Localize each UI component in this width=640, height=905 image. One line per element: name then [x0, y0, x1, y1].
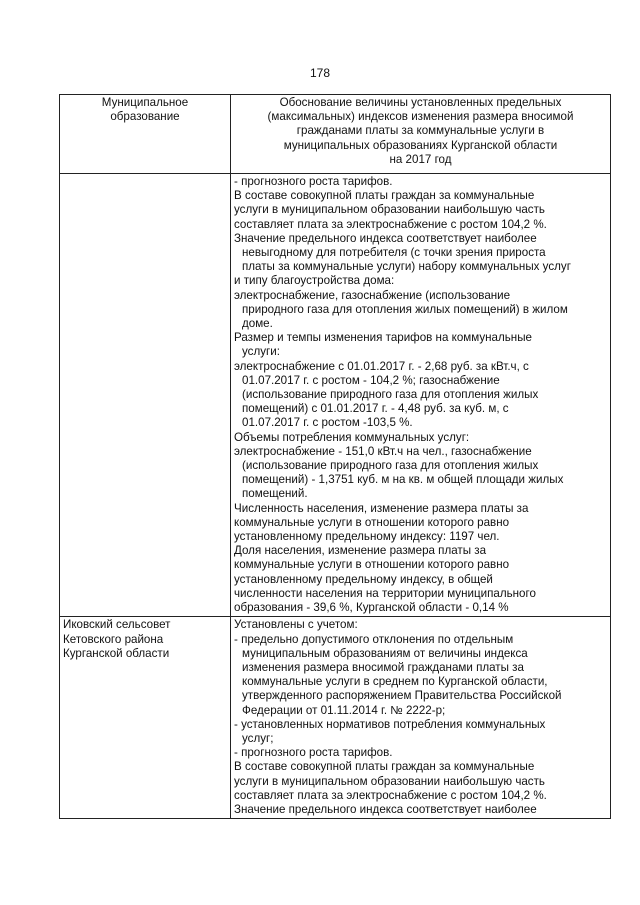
text-line: Размер и темпы изменения тарифов на коммунальные	[234, 331, 532, 345]
header-justification-line: Обоснование величины установленных предельных	[279, 96, 562, 109]
text-line: численности населения на территории муниципального	[234, 586, 536, 600]
text-line: услуг;	[242, 731, 274, 745]
text-line: - установленных нормативов потребления коммунальных	[234, 717, 546, 731]
text-line: природного газа для отопления жилых помещений) в жилом	[242, 302, 568, 316]
text-line: помещений) с 01.01.2017 г. - 4,48 руб. за куб. м, с	[242, 402, 509, 416]
header-municipality-line: образование	[110, 110, 180, 124]
justification-cell	[231, 617, 611, 819]
text-line: Значение предельного индекса соответствует наиболее	[234, 802, 537, 816]
text-line: (использование природного газа для отопления жилых	[242, 459, 539, 473]
text-line: Федерации от 01.11.2014 г. № 2222-р;	[242, 703, 446, 717]
text-line: изменения размера вносимой гражданами платы за	[242, 660, 524, 674]
text-line: доме.	[242, 317, 273, 331]
text-line: В составе совокупной платы граждан за коммунальные	[234, 189, 535, 203]
text-line: Значение предельного индекса соответствует наиболее	[234, 231, 537, 245]
text-line: установленному предельному индексу, в общей	[234, 572, 493, 586]
text-line: помещений.	[242, 487, 308, 501]
page-number: 178	[309, 66, 331, 80]
text-line: муниципальным образованиям от величины индекса	[242, 646, 528, 660]
text-line: платы за коммунальные услуги) набору коммунальных услуг	[242, 260, 571, 274]
text-line: и типу благоустройства дома:	[234, 274, 395, 288]
text-line: услуги в муниципальном образовании наибольшую часть	[234, 203, 545, 217]
tariff-justification-table	[59, 94, 611, 819]
municipality-cell	[60, 174, 231, 617]
table-header-row	[60, 95, 611, 174]
municipality-name-line: Кетовского района	[63, 632, 164, 646]
text-line: (использование природного газа для отопления жилых	[242, 388, 539, 402]
text-line: невыгодному для потребителя (с точки зрения прироста	[242, 246, 546, 260]
text-line: помещений) - 1,3751 куб. м на кв. м общей площади жилых	[242, 473, 564, 487]
text-line: 01.07.2017 г. с ростом - 104,2 %; газоснабжение	[242, 373, 500, 387]
municipality-name-line: Иковский сельсовет	[63, 618, 171, 632]
header-justification-line: гражданами платы за коммунальные услуги в	[296, 124, 545, 138]
text-line: В составе совокупной платы граждан за коммунальные	[234, 760, 535, 774]
text-line: Установлены с учетом:	[234, 618, 358, 632]
text-line: электроснабжение с 01.01.2017 г. - 2,68 руб. за кВт.ч, с	[234, 359, 529, 373]
header-justification-line: муниципальных образованиях Курганской области	[283, 138, 558, 152]
text-line: электроснабжение, газоснабжение (использование	[234, 288, 511, 302]
text-line: Доля населения, изменение размера платы за	[234, 544, 487, 558]
text-line: коммунальные услуги в среднем по Курганской области,	[242, 675, 548, 689]
text-line: составляет плата за электроснабжение с ростом 104,2 %.	[234, 217, 547, 231]
header-justification-line: (максимальных) индексов изменения размера вносимой	[267, 110, 574, 124]
text-line: установленному предельному индексу: 1197 чел.	[234, 530, 500, 544]
header-municipality-line: Муниципальное	[101, 96, 189, 109]
text-line: 01.07.2017 г. с ростом -103,5 %.	[242, 416, 413, 430]
text-line: - прогнозного роста тарифов.	[234, 175, 393, 188]
text-line: услуги в муниципальном образовании наибольшую часть	[234, 774, 545, 788]
text-line: утвержденного распоряжением Правительства Российской	[242, 689, 562, 703]
text-line: составляет плата за электроснабжение с ростом 104,2 %.	[234, 788, 547, 802]
text-line: коммунальные услуги в отношении которого равно	[234, 558, 510, 572]
text-line: электроснабжение - 151,0 кВт.ч на чел., газоснабжение	[234, 444, 532, 458]
table-row	[60, 617, 611, 819]
header-municipality	[60, 95, 231, 174]
text-line: Численность населения, изменение размера платы за	[234, 501, 529, 515]
table-row	[60, 174, 611, 617]
text-line: - предельно допустимого отклонения по отдельным	[234, 632, 514, 646]
municipality-name-line: Курганской области	[63, 646, 170, 660]
municipality-cell	[60, 617, 231, 819]
text-line: услуги:	[242, 345, 280, 359]
header-justification-line: на 2017 год	[389, 152, 452, 166]
text-line: коммунальные услуги в отношении которого равно	[234, 515, 510, 529]
justification-cell	[231, 174, 611, 617]
text-line: - прогнозного роста тарифов.	[234, 746, 393, 760]
text-line: Объемы потребления коммунальных услуг:	[234, 430, 470, 444]
text-line: образования - 39,6 %, Курганской области - 0,14 %	[234, 601, 509, 615]
header-justification	[231, 95, 611, 174]
